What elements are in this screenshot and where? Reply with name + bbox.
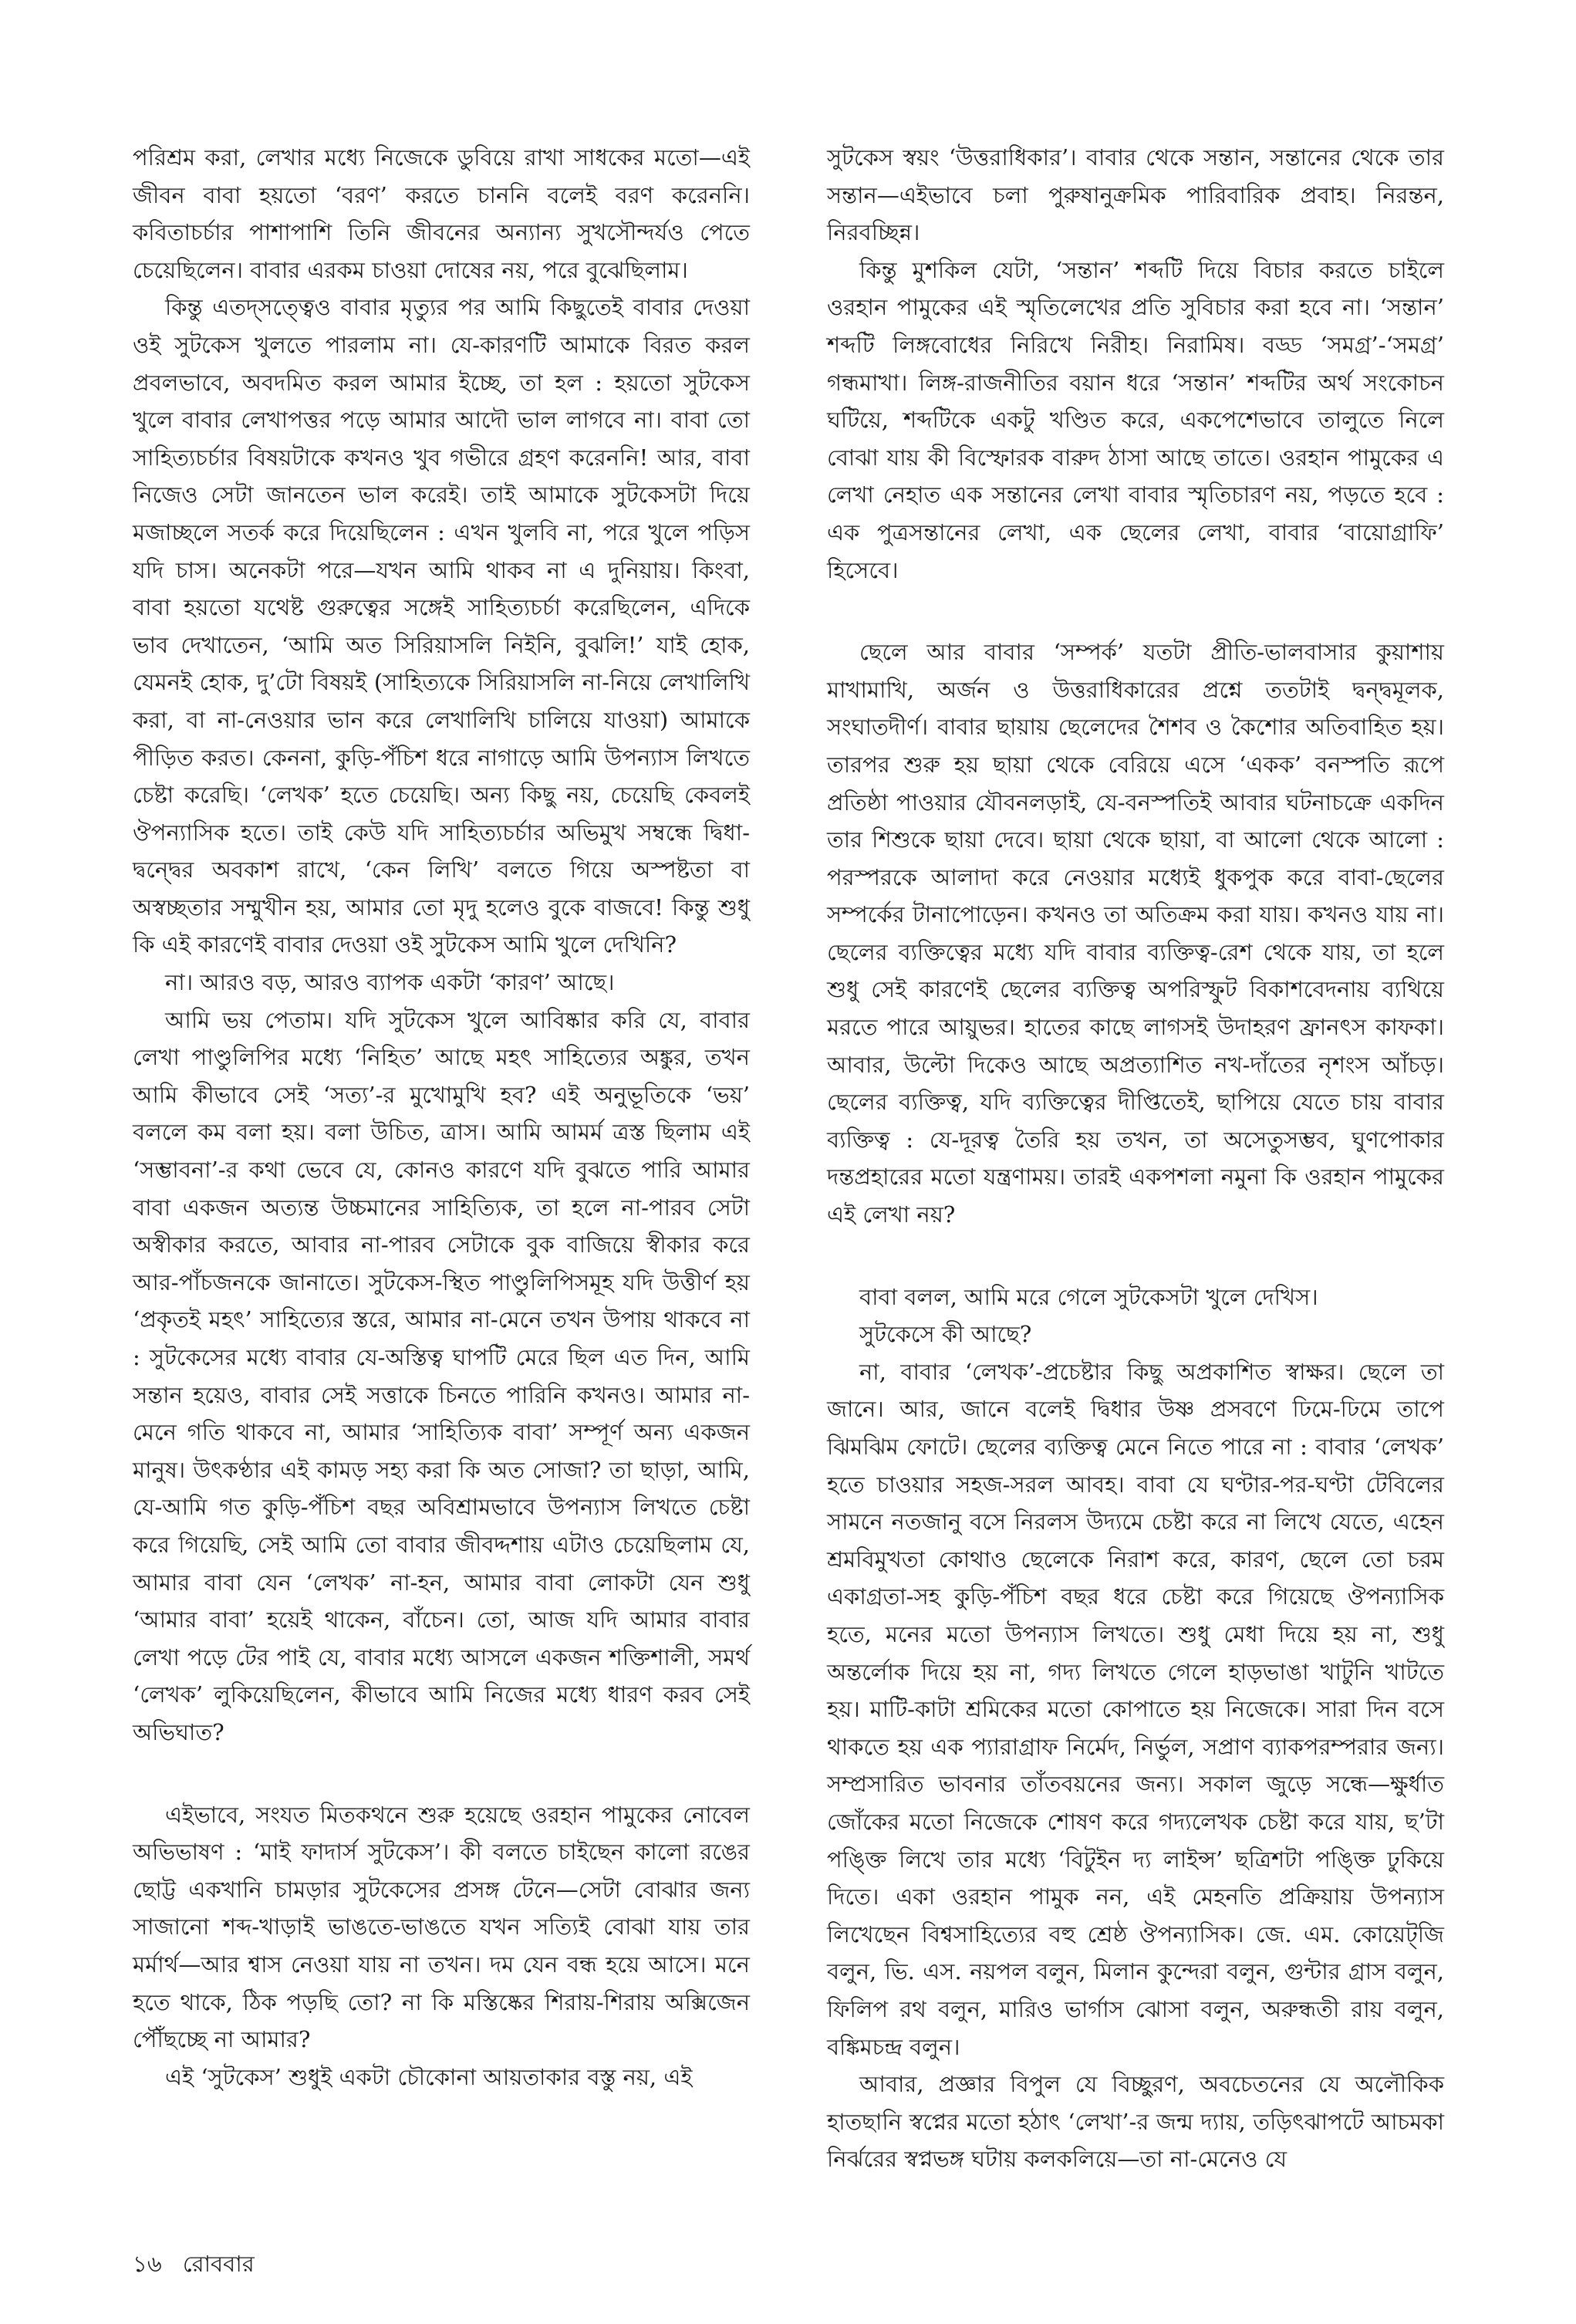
left-column	[133, 139, 750, 2096]
left-paragraph-6: এই ‘সুটকেস’ শুধুই একটা চৌকোনা আয়তাকার বস্তু নয়, এই	[165, 2063, 693, 2090]
right-paragraph-4: বাবা বলল, আমি মরে গেলে সুটকেসটা খুলে দেখিস।	[859, 1283, 1318, 1310]
right-paragraph-6: না, বাবার ‘লেখক’-প্রচেষ্টার কিছু অপ্রকাশিত স্বাক্ষর। ছেলে তা জানে। আর, জানে বলেই দ্বিধার উষ্ণ প্রসবণে ঢিমে-ঢিমে তাপে ঝিমঝিম ফোটে। ছেলের ব্যক্তিত্ব মেনে নিতে পারে না : বাবার ‘লেখক’ হতে চাওয়ার সহজ-সরল আবহ। বাবা যে ঘণ্টার-পর-ঘণ্টা টেবিলের সামনে নতজানু বসে নিরলস উদ্যমে চেষ্টা করে না লিখে যেতে, এহেন শ্রমবিমুখতা কোথাও ছেলেকে নিরাশ করে, কারণ, ছেলে তো চরম একাগ্রতা-সহ কুড়ি-পঁচিশ বছর ধরে চেষ্টা করে গিয়েছে ঔপন্যাসিক হতে, মনের মতো উপন্যাস লিখতে। শুধু মেধা দিয়ে হয় না, শুধু অন্তর্লোক দিয়ে হয় না, গদ্য লিখতে গেলে হাড়ভাঙা খাটুনি খাটতে হয়। মাটি-কাটা শ্রমিকের মতো কোপাতে হয় নিজেকে। সারা দিন বসে থাকতে হয় এক প্যারাগ্রাফ নির্মেদ, নির্ভুল, সপ্রাণ ব্যাকপরম্পরার জন্য। সম্প্রসারিত ভাবনার তাঁতবয়নের জন্য। সকাল জুড়ে সন্ধে—ক্ষুর্ধাত জোঁকের মতো নিজেকে শোষণ করে গদ্যলেখক চেষ্টা করে যায়, ছ’টা পঙ্ক্তি লিখে তার মধ্যে ‘বিটুইন দ্য লাইন্স’ ছত্রিশটা পঙ্ক্তি ঢুকিয়ে দিতে। একা ওরহান পামুক নন, এই মেহনতি প্রক্রিয়ায় উপন্যাস লিখেছেন বিশ্বসাহিত্যের বহু শ্রেষ্ঠ ঔপন্যাসিক। জে. এম. কোয়েট্‌জি বলুন, ভি. এস. নয়পল বলুন, মিলান কুন্দেরা বলুন, গুন্টার গ্রাস বলুন, ফিলিপ রথ বলুন, মারিও ভার্গাস ঝোসা বলুন, অরুন্ধতী রায় বলুন, বঙ্কিমচন্দ্র বলুন।	[827, 1358, 1444, 2060]
section-break	[133, 1751, 750, 1796]
page-footer	[133, 2247, 268, 2285]
right-paragraph-7: আবার, প্রজ্ঞার বিপুল যে বিচ্ছুরণ, অবচেতনের যে অলৌকিক হাতছানি স্বপ্নের মতো হঠাৎ ‘লেখা’-র জন্ম দ্যায়, তড়িৎঝাপটে আচমকা নির্ঝরের স্বপ্নভঙ্গ ঘটায় কলকলিয়ে—তা না-মেনেও যে	[827, 2071, 1444, 2173]
left-paragraph-5: এইভাবে, সংযত মিতকথনে শুরু হয়েছে ওরহান পামুকের নোবেল অভিভাষণ : ‘মাই ফাদার্স সুটকেস’। কী বলতে চাইছেন কালো রঙের ছোট্ট একখানি চামড়ার সুটকেসের প্রসঙ্গ টেনে—সেটা বোঝার জন্য সাজানো শব্দ-খাড়াই ভাঙতে-ভাঙতে যখন সত্যিই বোঝা যায় তার মর্মার্থ—আর শ্বাস নেওয়া যায় না তখন। দম যেন বন্ধ হয়ে আসে। মনে হতে থাকে, ঠিক পড়ছি তো? না কি মস্তিষ্কের শিরায়-শিরায় অক্সিজেন পৌঁছচ্ছে না আমার?	[133, 1801, 750, 2053]
right-paragraph-2: কিন্তু মুশকিল যেটা, ‘সন্তান’ শব্দটি দিয়ে বিচার করতে চাইলে ওরহান পামুকের এই স্মৃতিলেখের প্রতি সুবিচার করা হবে না। ‘সন্তান’ শব্দটি লিঙ্গবোধের নিরিখে নিরীহ। নিরামিষ। বড্ড ‘সমগ্র’-‘সমগ্র’ গন্ধমাখা। লিঙ্গ-রাজনীতির বয়ান ধরে ‘সন্তান’ শব্দটির অর্থ সংকোচন ঘটিয়ে, শব্দটিকে একটু খণ্ডিত করে, একপেশেভাবে তালুতে নিলে বোঝা যায় কী বিস্ফোরক বারুদ ঠাসা আছে তাতে। ওরহান পামুকের এ লেখা নেহাত এক সন্তানের লেখা বাবার স্মৃতিচারণ নয়, পড়তে হবে : এক পুত্রসন্তানের লেখা, এক ছেলের লেখা, বাবার ‘বায়োগ্রাফি’ হিসেবে।	[827, 256, 1444, 583]
right-paragraph-1: সুটকেস স্বয়ং ‘উত্তরাধিকার’। বাবার থেকে সন্তান, সন্তানের থেকে তার সন্তান—এইভাবে চলা পুরুষানুক্রমিক পারিবারিক প্রবাহ। নিরন্তন, নিরবচ্ছিন্ন।	[827, 144, 1444, 246]
section-break	[827, 1234, 1444, 1279]
left-paragraph-4: আমি ভয় পেতাম। যদি সুটকেস খুলে আবিষ্কার করি যে, বাবার লেখা পাণ্ডুলিপির মধ্যে ‘নিহিত’ আছে মহৎ সাহিত্যের অঙ্কুর, তখন আমি কীভাবে সেই ‘সত্য’-র মুখোমুখি হব? এই অনুভূতিকে ‘ভয়’ বললে কম বলা হয়। বলা উচিত, ত্রাস। আমি আমর্ম ত্রস্ত ছিলাম এই ‘সম্ভাবনা’-র কথা ভেবে যে, কোনও কারণে যদি বুঝতে পারি আমার বাবা একজন অত্যন্ত উচ্চমানের সাহিত্যিক, তা হলে না-পারব সেটা অস্বীকার করতে, আবার না-পারব সেটাকে বুক বাজিয়ে স্বীকার করে আর-পাঁচজনকে জানাতে। সুটকেস-স্থিত পাণ্ডুলিপিসমূহ যদি উত্তীর্ণ হয় ‘প্রকৃতই মহৎ’ সাহিত্যের স্তরে, আমার না-মেনে তখন উপায় থাকবে না : সুটকেসের মধ্যে বাবার যে-অস্তিত্ব ঘাপটি মেরে ছিল এত দিন, আমি সন্তান হয়েও, বাবার সেই সত্তাকে চিনতে পারিনি কখনও। আমার না-মেনে গতি থাকবে না, আমার ‘সাহিত্যিক বাবা’ সম্পূর্ণ অন্য একজন মানুষ। উৎকণ্ঠার এই কামড় সহ্য করা কি অত সোজা? তা ছাড়া, আমি, যে-আমি গত কুড়ি-পঁচিশ বছর অবিশ্রামভাবে উপন্যাস লিখতে চেষ্টা করে গিয়েছি, সেই আমি তো বাবার জীবদ্দশায় এটাও চেয়েছিলাম যে, আমার বাবা যেন ‘লেখক’ না-হন, আমার বাবা লোকটা যেন শুধু ‘আমার বাবা’ হয়েই থাকেন, বাঁচেন। তো, আজ যদি আমার বাবার লেখা পড়ে টের পাই যে, বাবার মধ্যে আসলে একজন শক্তিশালী, সমর্থ ‘লেখক’ লুকিয়েছিলেন, কীভাবে আমি নিজের মধ্যে ধারণ করব সেই অভিঘাত?	[133, 1006, 750, 1745]
publication-name: রোববার	[182, 2251, 255, 2277]
right-paragraph-5: সুটকেসে কী আছে?	[859, 1321, 1032, 1348]
right-paragraph-3: ছেলে আর বাবার ‘সম্পর্ক’ যতটা প্রীতি-ভালবাসার কুয়াশায় মাখামাখি, অর্জন ও উত্তরাধিকারের প্রশ্নে ততটাই দ্বন্দ্বমূলক, সংঘাতদীর্ণ। বাবার ছায়ায় ছেলেদের শৈশব ও কৈশোর অতিবাহিত হয়। তারপর শুরু হয় ছায়া থেকে বেরিয়ে এসে ‘একক’ বনস্পতি রূপে প্রতিষ্ঠা পাওয়ার যৌবনলড়াই, যে-বনস্পতিই আবার ঘটনাচক্রে একদিন তার শিশুকে ছায়া দেবে। ছায়া থেকে ছায়া, বা আলো থেকে আলো : পরস্পরকে আলাদা করে নেওয়ার মধ্যেই ধুকপুক করে বাবা-ছেলের সম্পর্কের টানাপোড়েন। কখনও তা অতিক্রম করা যায়। কখনও যায় না। ছেলের ব্যক্তিত্বের মধ্যে যদি বাবার ব্যক্তিত্ব-রেশ থেকে যায়, তা হলে শুধু সেই কারণেই ছেলের ব্যক্তিত্ব অপরিস্ফুট বিকাশবেদনায় ব্যথিয়ে মরতে পারে আয়ুভর। হাতের কাছে লাগসই উদাহরণ ফ্রানৎস কাফকা। আবার, উল্টো দিকেও আছে অপ্রত্যাশিত নখ-দাঁতের নৃশংস আঁচড়। ছেলের ব্যক্তিত্ব, যদি ব্যক্তিত্বের দীপ্তিতেই, ছাপিয়ে যেতে চায় বাবার ব্যক্তিত্ব : যে-দূরত্ব তৈরি হয় তখন, তা অসেতুসম্ভব, ঘুণপোকার দন্তপ্রহারের মতো যন্ত্রণাময়। তারই একপশলা নমুনা কি ওরহান পামুকের এই লেখা নয়?	[827, 639, 1444, 1228]
left-paragraph-3: না। আরও বড়, আরও ব্যাপক একটা ‘কারণ’ আছে।	[165, 969, 615, 996]
section-break	[827, 589, 1444, 633]
left-paragraph-2: কিন্তু এতদ্‌সত্ত্বেও বাবার মৃত্যুর পর আমি কিছুতেই বাবার দেওয়া ওই সুটকেস খুলতে পারলাম না। যে-কারণটি আমাকে বিরত করল প্রবলভাবে, অবদমিত করল আমার ইচ্ছে, তা হল : হয়তো সুটকেস খুলে বাবার লেখাপত্তর পড়ে আমার আদৌ ভাল লাগবে না। বাবা তো সাহিত্যচর্চার বিষয়টাকে কখনও খুব গভীরে গ্রহণ করেননি! আর, বাবা নিজেও সেটা জানতেন ভাল করেই। তাই আমাকে সুটকেসটা দিয়ে মজাচ্ছলে সতর্ক করে দিয়েছিলেন : এখন খুলবি না, পরে খুলে পড়িস যদি চাস। অনেকটা পরে—যখন আমি থাকব না এ দুনিয়ায়। কিংবা, বাবা হয়তো যথেষ্ট গুরুত্বের সঙ্গেই সাহিত্যচর্চা করেছিলেন, এদিকে ভাব দেখাতেন, ‘আমি অত সিরিয়াসলি নিইনি, বুঝলি!’ যাই হোক, যেমনই হোক, দু’টো বিষয়ই (সাহিত্যকে সিরিয়াসলি না-নিয়ে লেখালিখি করা, বা না-নেওয়ার ভান করে লেখালিখি চালিয়ে যাওয়া) আমাকে পীড়িত করত। কেননা, কুড়ি-পঁচিশ ধরে নাগাড়ে আমি উপন্যাস লিখতে চেষ্টা করেছি। ‘লেখক’ হতে চেয়েছি। অন্য কিছু নয়, চেয়েছি কেবলই ঔপন্যাসিক হতে। তাই কেউ যদি সাহিত্যচর্চার অভিমুখ সম্বন্ধে দ্বিধা-দ্বন্দ্বের অবকাশ রাখে, ‘কেন লিখি’ বলতে গিয়ে অস্পষ্টতা বা অস্বচ্ছতার সম্মুখীন হয়, আমার তো মৃদু হলেও বুকে বাজবে! কিন্তু শুধু কি এই কারণেই বাবার দেওয়া ওই সুটকেস আমি খুলে দেখিনি?	[133, 294, 750, 958]
left-paragraph-1: পরিশ্রম করা, লেখার মধ্যে নিজেকে ডুবিয়ে রাখা সাধকের মতো—এই জীবন বাবা হয়তো ‘বরণ’ করতে চাননি বলেই বরণ করেননি। কবিতাচর্চার পাশাপাশি তিনি জীবনের অন্যান্য সুখসৌন্দর্যও পেতে চেয়েছিলেন। বাবার এরকম চাওয়া দোষের নয়, পরে বুঝেছিলাম।	[133, 144, 750, 283]
right-column	[827, 139, 1444, 2178]
page-number: ১৬	[133, 2251, 162, 2277]
